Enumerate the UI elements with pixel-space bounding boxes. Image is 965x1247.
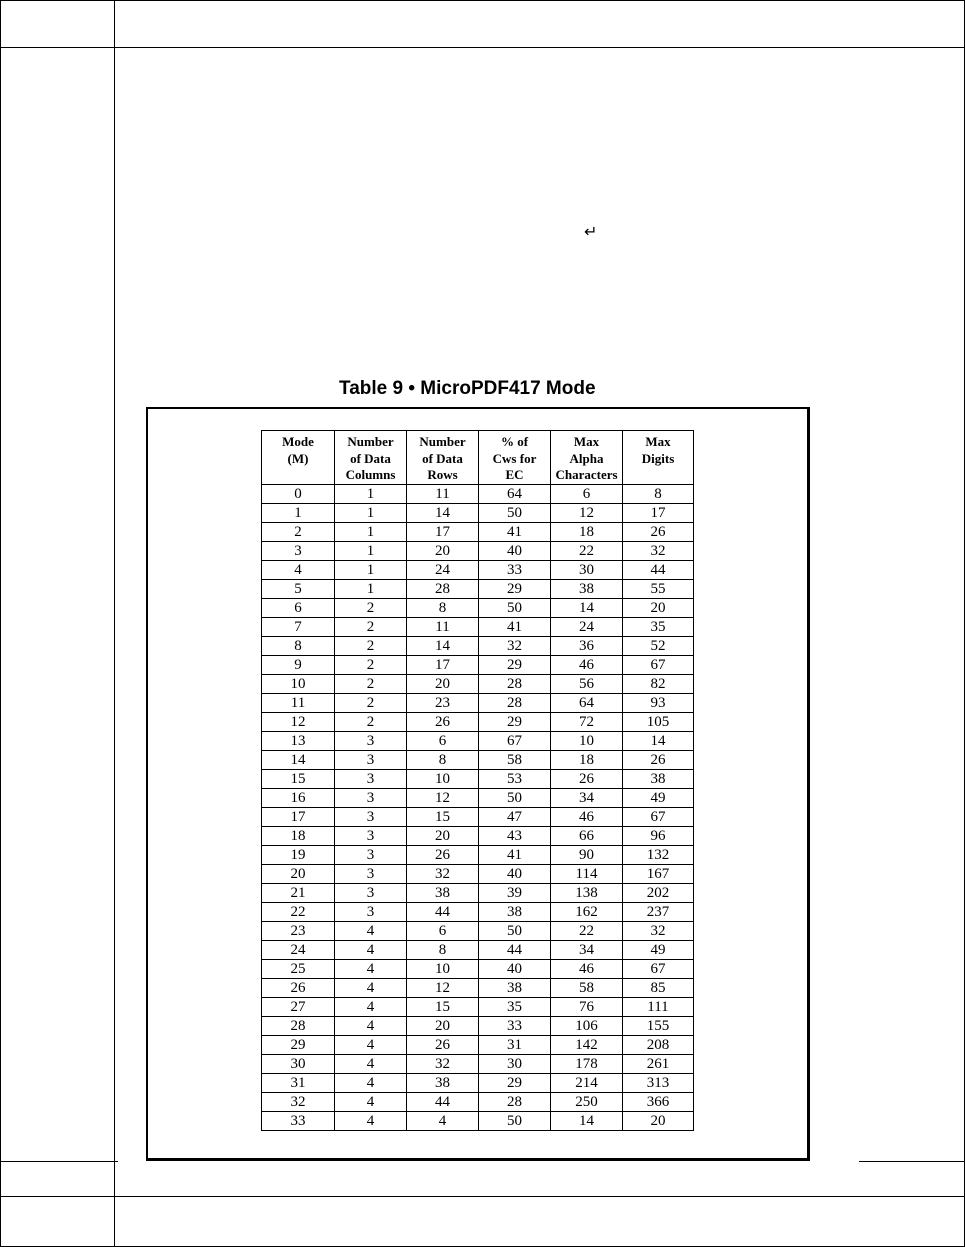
- cell-data-rows: 44: [407, 903, 479, 922]
- cell-max-digits: 32: [623, 922, 694, 941]
- cell-max-alpha: 12: [551, 504, 623, 523]
- cell-max-digits: 93: [623, 694, 694, 713]
- cell-data-rows: 20: [407, 827, 479, 846]
- table-row: [262, 865, 694, 884]
- table-row: [262, 1036, 694, 1055]
- cell-data-rows: 6: [407, 922, 479, 941]
- bottom-row-divider: [0, 1196, 965, 1197]
- cell-ec-percent: 28: [479, 675, 551, 694]
- table-row: [262, 1055, 694, 1074]
- cell-data-rows: 14: [407, 504, 479, 523]
- cell-data-columns: 3: [335, 884, 407, 903]
- cell-ec-percent: 50: [479, 789, 551, 808]
- cell-max-digits: 52: [623, 637, 694, 656]
- table-row: [262, 922, 694, 941]
- cell-max-digits: 38: [623, 770, 694, 789]
- cell-mode: 25: [262, 960, 335, 979]
- table-row: [262, 618, 694, 637]
- cell-data-columns: 4: [335, 1093, 407, 1112]
- cell-ec-percent: 50: [479, 922, 551, 941]
- cell-max-digits: 35: [623, 618, 694, 637]
- cell-data-rows: 26: [407, 846, 479, 865]
- cell-data-rows: 17: [407, 656, 479, 675]
- cell-mode: 13: [262, 732, 335, 751]
- cell-data-columns: 2: [335, 713, 407, 732]
- cell-data-rows: 8: [407, 751, 479, 770]
- cell-max-alpha: 18: [551, 751, 623, 770]
- cell-max-alpha: 34: [551, 789, 623, 808]
- cell-ec-percent: 29: [479, 580, 551, 599]
- cell-ec-percent: 33: [479, 561, 551, 580]
- cell-mode: 14: [262, 751, 335, 770]
- cell-max-digits: 67: [623, 960, 694, 979]
- cell-data-rows: 32: [407, 1055, 479, 1074]
- cell-ec-percent: 31: [479, 1036, 551, 1055]
- cell-max-alpha: 22: [551, 922, 623, 941]
- cell-max-alpha: 22: [551, 542, 623, 561]
- cell-max-digits: 49: [623, 941, 694, 960]
- cell-max-alpha: 76: [551, 998, 623, 1017]
- cell-max-alpha: 56: [551, 675, 623, 694]
- cell-ec-percent: 28: [479, 694, 551, 713]
- cell-mode: 12: [262, 713, 335, 732]
- cell-max-alpha: 142: [551, 1036, 623, 1055]
- cell-max-alpha: 34: [551, 941, 623, 960]
- cell-max-digits: 155: [623, 1017, 694, 1036]
- cell-max-alpha: 6: [551, 485, 623, 504]
- cell-data-rows: 8: [407, 599, 479, 618]
- cell-data-columns: 2: [335, 618, 407, 637]
- cell-data-rows: 26: [407, 1036, 479, 1055]
- cell-data-columns: 3: [335, 846, 407, 865]
- cell-data-columns: 2: [335, 599, 407, 618]
- cell-max-digits: 14: [623, 732, 694, 751]
- cell-mode: 27: [262, 998, 335, 1017]
- cell-data-rows: 8: [407, 941, 479, 960]
- cell-mode: 33: [262, 1112, 335, 1131]
- cell-ec-percent: 40: [479, 960, 551, 979]
- table-row: [262, 846, 694, 865]
- cell-data-columns: 4: [335, 998, 407, 1017]
- cell-max-alpha: 214: [551, 1074, 623, 1093]
- cell-data-rows: 11: [407, 485, 479, 504]
- table-body: [262, 485, 694, 1131]
- cell-mode: 26: [262, 979, 335, 998]
- cell-data-rows: 10: [407, 960, 479, 979]
- table-row: [262, 789, 694, 808]
- cell-max-digits: 20: [623, 599, 694, 618]
- table-row: [262, 580, 694, 599]
- cell-max-alpha: 138: [551, 884, 623, 903]
- cell-mode: 17: [262, 808, 335, 827]
- footer-divider-right: [859, 1161, 965, 1162]
- cell-ec-percent: 44: [479, 941, 551, 960]
- cell-mode: 4: [262, 561, 335, 580]
- micropdf417-mode-table: [261, 430, 694, 1131]
- table-row: [262, 561, 694, 580]
- cell-ec-percent: 47: [479, 808, 551, 827]
- cell-data-columns: 2: [335, 637, 407, 656]
- cell-max-digits: 17: [623, 504, 694, 523]
- cell-mode: 19: [262, 846, 335, 865]
- cell-max-digits: 20: [623, 1112, 694, 1131]
- cell-max-digits: 111: [623, 998, 694, 1017]
- left-column-divider: [114, 0, 115, 1247]
- table-row: [262, 751, 694, 770]
- return-arrow-icon: ↵: [584, 222, 598, 241]
- cell-data-rows: 38: [407, 884, 479, 903]
- cell-data-columns: 4: [335, 1036, 407, 1055]
- cell-ec-percent: 50: [479, 599, 551, 618]
- cell-max-digits: 82: [623, 675, 694, 694]
- table-row: [262, 1074, 694, 1093]
- table-row: [262, 637, 694, 656]
- header-max-digits: Max Digits: [623, 431, 694, 485]
- cell-data-columns: 3: [335, 827, 407, 846]
- cell-max-digits: 26: [623, 751, 694, 770]
- cell-data-rows: 17: [407, 523, 479, 542]
- table-row: [262, 770, 694, 789]
- header-max-alpha: Max Alpha Characters: [551, 431, 623, 485]
- cell-max-digits: 261: [623, 1055, 694, 1074]
- cell-data-rows: 12: [407, 979, 479, 998]
- table-row: [262, 1112, 694, 1131]
- table-row: [262, 827, 694, 846]
- cell-mode: 10: [262, 675, 335, 694]
- cell-data-columns: 4: [335, 960, 407, 979]
- cell-mode: 16: [262, 789, 335, 808]
- table-title: Table 9 • MicroPDF417 Mode: [339, 378, 596, 399]
- cell-max-digits: 313: [623, 1074, 694, 1093]
- cell-ec-percent: 28: [479, 1093, 551, 1112]
- cell-ec-percent: 50: [479, 1112, 551, 1131]
- cell-data-rows: 15: [407, 808, 479, 827]
- cell-data-columns: 4: [335, 922, 407, 941]
- cell-ec-percent: 29: [479, 1074, 551, 1093]
- cell-max-alpha: 106: [551, 1017, 623, 1036]
- cell-ec-percent: 64: [479, 485, 551, 504]
- cell-mode: 8: [262, 637, 335, 656]
- cell-max-digits: 26: [623, 523, 694, 542]
- cell-ec-percent: 53: [479, 770, 551, 789]
- cell-max-digits: 366: [623, 1093, 694, 1112]
- cell-data-rows: 26: [407, 713, 479, 732]
- cell-max-alpha: 90: [551, 846, 623, 865]
- cell-mode: 15: [262, 770, 335, 789]
- table-row: [262, 808, 694, 827]
- cell-data-columns: 1: [335, 485, 407, 504]
- table-row: [262, 504, 694, 523]
- cell-max-alpha: 38: [551, 580, 623, 599]
- cell-data-columns: 4: [335, 941, 407, 960]
- cell-data-columns: 4: [335, 1017, 407, 1036]
- cell-mode: 2: [262, 523, 335, 542]
- cell-max-alpha: 10: [551, 732, 623, 751]
- cell-mode: 3: [262, 542, 335, 561]
- cell-max-digits: 49: [623, 789, 694, 808]
- cell-max-alpha: 114: [551, 865, 623, 884]
- cell-ec-percent: 40: [479, 542, 551, 561]
- cell-max-digits: 237: [623, 903, 694, 922]
- cell-data-rows: 44: [407, 1093, 479, 1112]
- cell-data-rows: 6: [407, 732, 479, 751]
- cell-mode: 29: [262, 1036, 335, 1055]
- cell-ec-percent: 29: [479, 713, 551, 732]
- cell-mode: 9: [262, 656, 335, 675]
- cell-mode: 6: [262, 599, 335, 618]
- cell-data-columns: 1: [335, 580, 407, 599]
- table-row: [262, 941, 694, 960]
- header-data-rows: Number of Data Rows: [407, 431, 479, 485]
- cell-data-rows: 32: [407, 865, 479, 884]
- cell-ec-percent: 35: [479, 998, 551, 1017]
- cell-ec-percent: 41: [479, 618, 551, 637]
- header-row: [262, 431, 694, 485]
- cell-max-alpha: 178: [551, 1055, 623, 1074]
- cell-data-columns: 3: [335, 770, 407, 789]
- table-row: [262, 998, 694, 1017]
- cell-max-digits: 8: [623, 485, 694, 504]
- footer-divider-left: [0, 1161, 118, 1162]
- cell-max-digits: 132: [623, 846, 694, 865]
- cell-max-digits: 32: [623, 542, 694, 561]
- table-row: [262, 960, 694, 979]
- cell-max-digits: 85: [623, 979, 694, 998]
- cell-max-alpha: 58: [551, 979, 623, 998]
- cell-data-rows: 20: [407, 542, 479, 561]
- cell-max-alpha: 14: [551, 599, 623, 618]
- cell-ec-percent: 41: [479, 523, 551, 542]
- cell-mode: 22: [262, 903, 335, 922]
- cell-mode: 24: [262, 941, 335, 960]
- table-row: [262, 979, 694, 998]
- cell-data-rows: 23: [407, 694, 479, 713]
- cell-max-alpha: 46: [551, 808, 623, 827]
- cell-data-columns: 3: [335, 903, 407, 922]
- table-row: [262, 599, 694, 618]
- cell-ec-percent: 43: [479, 827, 551, 846]
- cell-max-digits: 208: [623, 1036, 694, 1055]
- cell-max-alpha: 14: [551, 1112, 623, 1131]
- cell-mode: 20: [262, 865, 335, 884]
- cell-data-rows: 14: [407, 637, 479, 656]
- cell-max-alpha: 66: [551, 827, 623, 846]
- cell-data-columns: 1: [335, 542, 407, 561]
- cell-data-columns: 4: [335, 1074, 407, 1093]
- cell-mode: 1: [262, 504, 335, 523]
- cell-max-alpha: 46: [551, 656, 623, 675]
- cell-max-alpha: 30: [551, 561, 623, 580]
- cell-max-digits: 105: [623, 713, 694, 732]
- header-mode: Mode (M): [262, 431, 335, 485]
- cell-ec-percent: 39: [479, 884, 551, 903]
- cell-data-rows: 24: [407, 561, 479, 580]
- cell-data-columns: 1: [335, 523, 407, 542]
- cell-data-rows: 20: [407, 1017, 479, 1036]
- cell-max-digits: 55: [623, 580, 694, 599]
- cell-max-alpha: 26: [551, 770, 623, 789]
- cell-data-columns: 2: [335, 675, 407, 694]
- cell-data-rows: 11: [407, 618, 479, 637]
- cell-max-alpha: 18: [551, 523, 623, 542]
- header-ec-percent: % of Cws for EC: [479, 431, 551, 485]
- cell-data-columns: 2: [335, 656, 407, 675]
- cell-max-alpha: 46: [551, 960, 623, 979]
- cell-data-columns: 1: [335, 504, 407, 523]
- cell-mode: 31: [262, 1074, 335, 1093]
- cell-data-rows: 38: [407, 1074, 479, 1093]
- cell-ec-percent: 67: [479, 732, 551, 751]
- cell-data-columns: 3: [335, 865, 407, 884]
- cell-max-digits: 44: [623, 561, 694, 580]
- cell-data-columns: 3: [335, 789, 407, 808]
- header-row-divider: [0, 47, 965, 48]
- cell-max-alpha: 72: [551, 713, 623, 732]
- cell-mode: 23: [262, 922, 335, 941]
- cell-ec-percent: 38: [479, 903, 551, 922]
- cell-max-alpha: 162: [551, 903, 623, 922]
- cell-data-columns: 3: [335, 808, 407, 827]
- cell-max-digits: 96: [623, 827, 694, 846]
- cell-ec-percent: 33: [479, 1017, 551, 1036]
- cell-mode: 28: [262, 1017, 335, 1036]
- cell-max-digits: 67: [623, 656, 694, 675]
- cell-data-rows: 12: [407, 789, 479, 808]
- table-row: [262, 485, 694, 504]
- cell-ec-percent: 40: [479, 865, 551, 884]
- cell-ec-percent: 30: [479, 1055, 551, 1074]
- table-row: [262, 523, 694, 542]
- table-row: [262, 732, 694, 751]
- header-data-columns: Number of Data Columns: [335, 431, 407, 485]
- cell-ec-percent: 50: [479, 504, 551, 523]
- cell-data-columns: 4: [335, 1112, 407, 1131]
- table-row: [262, 694, 694, 713]
- cell-data-columns: 4: [335, 1055, 407, 1074]
- table-row: [262, 1093, 694, 1112]
- cell-mode: 0: [262, 485, 335, 504]
- cell-data-rows: 10: [407, 770, 479, 789]
- cell-ec-percent: 58: [479, 751, 551, 770]
- cell-data-rows: 4: [407, 1112, 479, 1131]
- cell-ec-percent: 38: [479, 979, 551, 998]
- cell-data-rows: 20: [407, 675, 479, 694]
- cell-mode: 5: [262, 580, 335, 599]
- cell-data-columns: 3: [335, 751, 407, 770]
- cell-max-digits: 202: [623, 884, 694, 903]
- table-row: [262, 713, 694, 732]
- cell-max-alpha: 64: [551, 694, 623, 713]
- cell-ec-percent: 41: [479, 846, 551, 865]
- cell-max-alpha: 250: [551, 1093, 623, 1112]
- table-row: [262, 1017, 694, 1036]
- cell-mode: 11: [262, 694, 335, 713]
- cell-ec-percent: 32: [479, 637, 551, 656]
- cell-mode: 18: [262, 827, 335, 846]
- cell-data-columns: 2: [335, 694, 407, 713]
- cell-data-columns: 3: [335, 732, 407, 751]
- cell-data-rows: 28: [407, 580, 479, 599]
- table-figure: [146, 407, 810, 1161]
- cell-mode: 21: [262, 884, 335, 903]
- cell-max-alpha: 36: [551, 637, 623, 656]
- cell-ec-percent: 29: [479, 656, 551, 675]
- cell-mode: 7: [262, 618, 335, 637]
- cell-mode: 30: [262, 1055, 335, 1074]
- cell-max-digits: 67: [623, 808, 694, 827]
- cell-data-columns: 1: [335, 561, 407, 580]
- table-row: [262, 656, 694, 675]
- table-row: [262, 903, 694, 922]
- cell-max-alpha: 24: [551, 618, 623, 637]
- cell-data-rows: 15: [407, 998, 479, 1017]
- cell-max-digits: 167: [623, 865, 694, 884]
- table-row: [262, 542, 694, 561]
- cell-data-columns: 4: [335, 979, 407, 998]
- table-row: [262, 675, 694, 694]
- cell-mode: 32: [262, 1093, 335, 1112]
- table-row: [262, 884, 694, 903]
